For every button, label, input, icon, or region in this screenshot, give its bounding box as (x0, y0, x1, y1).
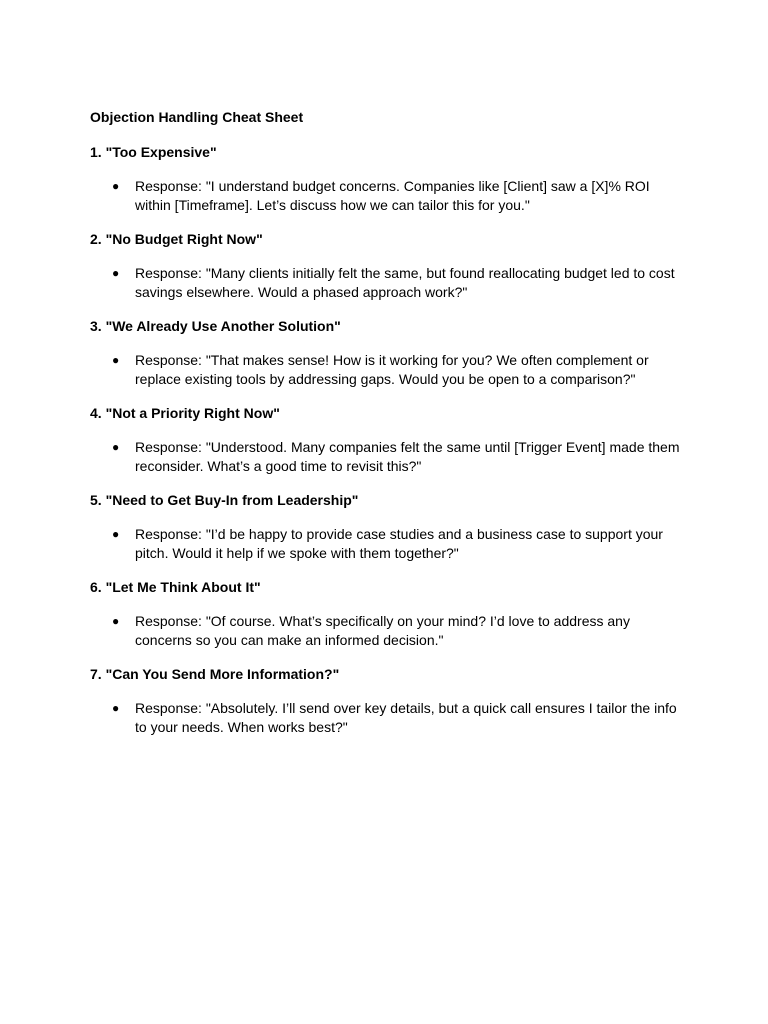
bullet-icon: ● (112, 701, 120, 715)
response-item (90, 699, 680, 737)
response-text-line: concerns so you can make an informed decision." (135, 632, 444, 648)
response-item (90, 525, 680, 563)
objection-list (90, 143, 690, 737)
bullet-icon: ● (112, 527, 120, 541)
response-item (90, 438, 680, 476)
bullet-icon: ● (112, 440, 120, 454)
response-text-line: reconsider. What’s a good time to revisit this?" (135, 458, 422, 474)
response-text-line: Response: "That makes sense! How is it working for you? We often complement or (135, 352, 649, 368)
response-text-line: within [Timeframe]. Let’s discuss how we can tailor this for you." (135, 197, 530, 213)
objection-section (90, 143, 690, 215)
objection-heading: 4. "Not a Priority Right Now" (90, 405, 280, 421)
response-text-line: savings elsewhere. Would a phased approach work?" (135, 284, 468, 300)
response-item (90, 264, 680, 302)
response-text-line: Response: "Of course. What’s specifically on your mind? I’d love to address any (135, 613, 630, 629)
response-text-line: Response: "Absolutely. I’ll send over key details, but a quick call ensures I tailor the info (135, 700, 677, 716)
bullet-icon: ● (112, 266, 120, 280)
bullet-icon: ● (112, 614, 120, 628)
objection-section (90, 578, 690, 650)
response-text-line: Response: "I’d be happy to provide case studies and a business case to support your (135, 526, 663, 542)
response-text-line: replace existing tools by addressing gaps. Would you be open to a comparison?" (135, 371, 636, 387)
bullet-icon: ● (112, 179, 120, 193)
objection-heading: 3. "We Already Use Another Solution" (90, 318, 341, 334)
objection-section (90, 317, 690, 389)
objection-section (90, 230, 690, 302)
response-item (90, 177, 680, 215)
objection-section (90, 665, 690, 737)
response-text-line: Response: "I understand budget concerns. Companies like [Client] saw a [X]% ROI (135, 178, 650, 194)
objection-heading: 5. "Need to Get Buy-In from Leadership" (90, 492, 359, 508)
objection-section (90, 491, 690, 563)
response-text-line: to your needs. When works best?" (135, 719, 348, 735)
response-text-line: Response: "Many clients initially felt the same, but found reallocating budget led to cost (135, 265, 675, 281)
objection-heading: 1. "Too Expensive" (90, 144, 217, 160)
objection-heading: 7. "Can You Send More Information?" (90, 666, 340, 682)
objection-heading: 6. "Let Me Think About It" (90, 579, 261, 595)
response-text-line: pitch. Would it help if we spoke with them together?" (135, 545, 459, 561)
response-item (90, 612, 680, 650)
response-item (90, 351, 680, 389)
document-title: Objection Handling Cheat Sheet (90, 109, 304, 125)
bullet-icon: ● (112, 353, 120, 367)
response-text-line: Response: "Understood. Many companies felt the same until [Trigger Event] made them (135, 439, 680, 455)
objection-heading: 2. "No Budget Right Now" (90, 231, 263, 247)
objection-section (90, 404, 690, 476)
